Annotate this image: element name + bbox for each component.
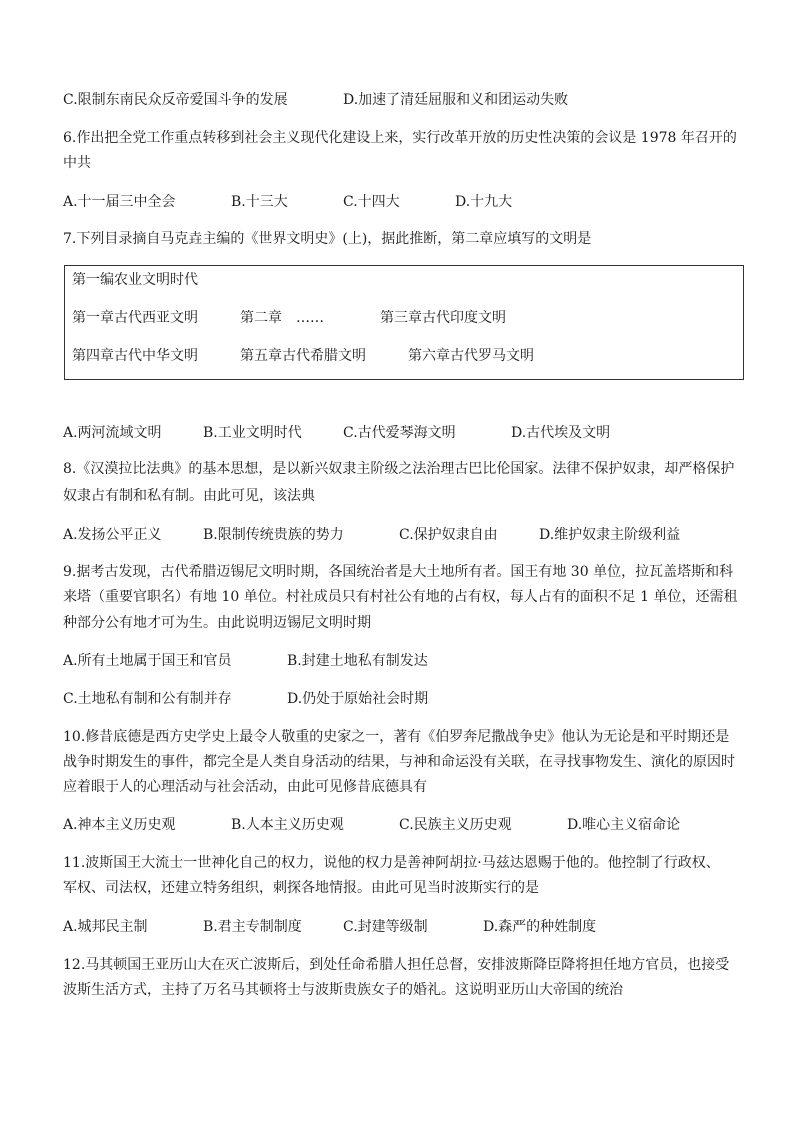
q9-option-c: C.土地私有制和公有制并存: [63, 691, 232, 707]
toc-chapter-2: 第二章 ……: [240, 310, 324, 326]
q9-stem-line-3: 种部分公有地才可为生。由此说明迈锡尼文明时期: [63, 615, 371, 631]
q8-stem-line-1: 8.《汉漠拉比法典》的基本思想，是以新兴奴隶主阶级之法治理古巴比伦国家。法律不保护奴隶，却严格保护: [63, 461, 735, 477]
q5-option-d: D.加速了清廷屈服和义和团运动失败: [343, 92, 569, 108]
q6-option-a: A.十一届三中全会: [63, 194, 176, 210]
q7-option-a: A.两河流域文明: [63, 425, 162, 441]
q10-stem-line-3: 应着眼于人的心理活动与社会活动，由此可见修昔底德具有: [63, 779, 427, 795]
toc-chapter-4: 第四章古代中华文明: [72, 348, 198, 364]
q6-stem-line-1: 6.作出把全党工作重点转移到社会主义现代化建设上来，实行改革开放的历史性决策的会议是 1978 年召开的: [63, 130, 737, 146]
q6-option-c: C.十四大: [343, 194, 400, 210]
q10-stem-line-2: 战争时期发生的事件，都完全是人类自身活动的结果，与神和命运没有关联，在寻找事物发生、演化的原因时: [63, 754, 735, 770]
q12-stem-line-1: 12.马其顿国王亚历山大在灭亡波斯后，到处任命希腊人担任总督，安排波斯降臣降将担任地方官员，也接受: [63, 957, 730, 973]
q12-stem-line-2: 波斯生活方式，主持了万名马其顿将士与波斯贵族女子的婚礼。这说明亚历山大帝国的统治: [63, 982, 623, 998]
q9-option-a: A.所有土地属于国王和官员: [63, 653, 232, 669]
toc-part-title: 第一编农业文明时代: [72, 272, 198, 288]
q11-option-c: C.封建等级制: [343, 919, 428, 935]
q9-stem-line-2: 来塔（重要官职名）有地 10 单位。村社成员只有村社公有地的占有权，每人占有的面积不足 1 单位，还需租: [63, 589, 738, 605]
q5-option-c: C.限制东南民众反帝爱国斗争的发展: [63, 92, 288, 108]
q9-stem-line-1: 9.据考古发现，古代希腊迈锡尼文明时期，各国统治者是大土地所有者。国王有地 30 单位，拉瓦盖塔斯和科: [63, 564, 734, 580]
q7-option-c: C.古代爱琴海文明: [343, 425, 456, 441]
toc-chapter-6: 第六章古代罗马文明: [408, 348, 534, 364]
q8-option-b: B.限制传统贵族的势力: [203, 527, 344, 543]
q7-option-b: B.工业文明时代: [203, 425, 302, 441]
q7-option-d: D.古代埃及文明: [511, 425, 611, 441]
q11-option-b: B.君主专制制度: [203, 919, 302, 935]
q9-option-d: D.仍处于原始社会时期: [287, 691, 429, 707]
q8-option-a: A.发扬公平正义: [63, 527, 162, 543]
q10-option-a: A.神本主义历史观: [63, 817, 176, 833]
toc-chapter-3: 第三章古代印度文明: [380, 310, 506, 326]
q7-table-of-contents-box: [64, 265, 744, 380]
q10-option-c: C.民族主义历史观: [399, 817, 512, 833]
q9-option-b: B.封建土地私有制发达: [287, 653, 428, 669]
q10-option-b: B.人本主义历史观: [231, 817, 344, 833]
q11-option-a: A.城邦民主制: [63, 919, 148, 935]
q8-option-d: D.维护奴隶主阶级利益: [539, 527, 681, 543]
q8-option-c: C.保护奴隶自由: [399, 527, 498, 543]
q11-stem-line-2: 军权、司法权，还建立特务组织，刺探各地情报。由此可见当时波斯实行的是: [63, 880, 539, 896]
q6-option-d: D.十九大: [455, 194, 513, 210]
toc-chapter-1: 第一章古代西亚文明: [72, 310, 198, 326]
q6-stem-line-2: 中共: [63, 155, 91, 171]
q7-stem: 7.下列目录摘自马克垚主编的《世界文明史》(上)，据此推断，第二章应填写的文明是: [63, 231, 592, 247]
q11-stem-line-1: 11.波斯国王大流士一世神化自己的权力，说他的权力是善神阿胡拉·马兹达恩赐于他的。他控制了行政权、: [63, 855, 720, 871]
toc-chapter-5: 第五章古代希腊文明: [240, 348, 366, 364]
q10-stem-line-1: 10.修昔底德是西方史学史上最令人敬重的史家之一，著有《伯罗奔尼撒战争史》他认为无论是和平时期还是: [63, 729, 730, 745]
q8-stem-line-2: 奴隶占有制和私有制。由此可见，该法典: [63, 488, 315, 504]
q11-option-d: D.森严的种姓制度: [483, 919, 597, 935]
q6-option-b: B.十三大: [231, 194, 288, 210]
q10-option-d: D.唯心主义宿命论: [567, 817, 681, 833]
